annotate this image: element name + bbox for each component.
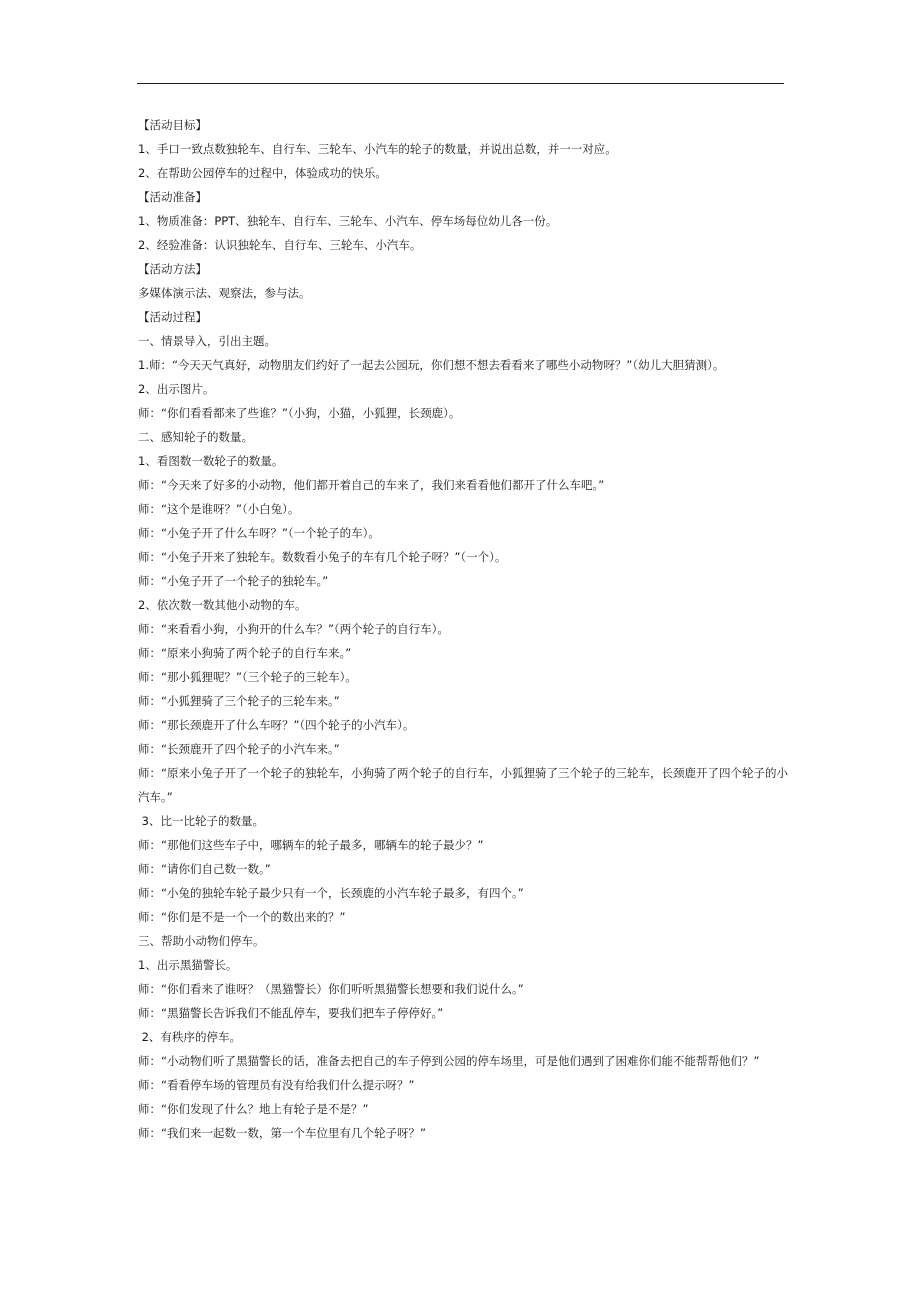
text-line: 二、感知轮子的数量。: [138, 430, 253, 444]
text-line: 师：“来看看小狗，小狗开的什么车？”（两个轮子的自行车）。: [138, 622, 449, 636]
text-line: 师：“长颈鹿开了四个轮子的小汽车来。”: [138, 742, 340, 756]
text-line: 师：“小兔子开了什么车呀？”（一个轮子的车）。: [138, 526, 380, 540]
text-line: 2、有秩序的停车。: [138, 1030, 241, 1044]
header-rule: [137, 83, 784, 84]
text-line: 师：“小兔的独轮车轮子最少只有一个，长颈鹿的小汽车轮子最多，有四个。”: [138, 886, 524, 900]
text-line: 师：“你们发现了什么？地上有轮子是不是？”: [138, 1102, 369, 1116]
text-line: 2、出示图片。: [138, 382, 215, 396]
text-line: 1、物质准备：PPT、独轮车、自行车、三轮车、小汽车、停车场每位幼儿各一份。: [138, 214, 558, 228]
text-line: 师：“你们是不是一个一个的数出来的？”: [138, 910, 346, 924]
text-line: 师：“请你们自己数一数。”: [138, 862, 271, 876]
text-line: 2、在帮助公园停车的过程中，体验成功的快乐。: [138, 166, 387, 180]
text-line: 师：“黑猫警长告诉我们不能乱停车，要我们把车子停停好。”: [138, 1006, 444, 1020]
section-heading-process: 【活动过程】: [138, 310, 207, 324]
text-line: 2、依次数一数其他小动物的车。: [138, 598, 307, 612]
text-paragraph: 师：“小动物们听了黑猫警长的话，准备去把自己的车子停到公园的停车场里，可是他们遇到了困难你们能不能帮帮他们？”: [138, 1054, 760, 1068]
text-line: 多媒体演示法、观察法，参与法。: [138, 286, 311, 300]
section-heading-goals: 【活动目标】: [138, 118, 207, 132]
text-line: 1、手口一致点数独轮车、自行车、三轮车、小汽车的轮子的数量，并说出总数，并一一对应。: [138, 142, 617, 156]
text-line: 1、出示黑猫警长。: [138, 958, 238, 972]
section-heading-methods: 【活动方法】: [138, 262, 207, 276]
text-line: 一、情景导入，引出主题。: [138, 334, 276, 348]
text-line: 1、看图数一数轮子的数量。: [138, 454, 284, 468]
text-line: 师：“你们看来了谁呀？（黑猫警长）你们听听黑猫警长想要和我们说什么。”: [138, 982, 524, 996]
text-line: 师：“小兔子开来了独轮车。数数看小兔子的车有几个轮子呀？”（一个）。: [138, 550, 507, 564]
text-line: 师：“这个是谁呀？”（小白兔）。: [138, 502, 300, 516]
document-body: [138, 113, 788, 1145]
text-line: 2、经验准备：认识独轮车、自行车、三轮车、小汽车。: [138, 238, 422, 252]
text-line: 三、帮助小动物们停车。: [138, 934, 265, 948]
text-line: 师：“小狐狸骑了三个轮子的三轮车来。”: [138, 694, 340, 708]
text-line: 师：“小兔子开了一个轮子的独轮车。”: [138, 574, 329, 588]
text-line: 师：“我们来一起数一数，第一个车位里有几个轮子呀？”: [138, 1126, 426, 1140]
text-line: 师：“那小狐狸呢？”（三个轮子的三轮车）。: [138, 670, 357, 684]
text-line: 师：“看看停车场的管理员有没有给我们什么提示呀？”: [138, 1078, 415, 1092]
text-line: 师：“那长颈鹿开了什么车呀？”（四个轮子的小汽车）。: [138, 718, 415, 732]
text-line: 师：“那他们这些车子中，哪辆车的轮子最多，哪辆车的轮子最少？”: [138, 838, 484, 852]
text-line: 3、比一比轮子的数量。: [138, 814, 264, 828]
section-heading-preparation: 【活动准备】: [138, 190, 207, 204]
text-paragraph: 师：“原来小兔子开了一个轮子的独轮车，小狗骑了两个轮子的自行车，小狐狸骑了三个轮子的三轮车，长颈鹿开了四个轮子的小汽车。”: [138, 766, 788, 804]
text-line: 师：“你们看看都来了些谁？”（小狗，小猫，小狐狸，长颈鹿）。: [138, 406, 461, 420]
text-line: 师：“原来小狗骑了两个轮子的自行车来。”: [138, 646, 352, 660]
text-line: 师：“今天来了好多的小动物，他们都开着自己的车来了，我们来看看他们都开了什么车吧。”: [138, 478, 605, 492]
text-line: 1.师：“今天天气真好，动物朋友们约好了一起去公园玩，你们想不想去看看来了哪些小动物呀？”（幼儿大胆猜测）。: [138, 358, 725, 372]
